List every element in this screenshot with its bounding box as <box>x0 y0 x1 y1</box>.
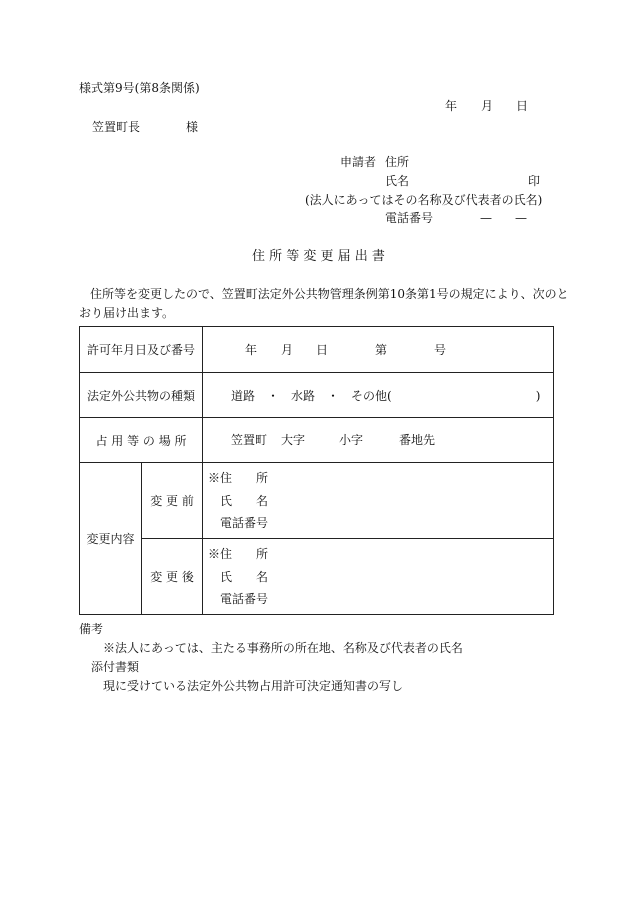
phone-dash-1: — <box>480 211 492 225</box>
location-label: 占 用 等 の 場 所 <box>80 418 203 463</box>
permit-label: 許可年月日及び番号 <box>80 327 203 373</box>
permit-day: 日 <box>316 342 329 357</box>
applicant-label: 申請者 <box>340 155 377 169</box>
location-row <box>80 418 554 463</box>
location-koaza: 小字 <box>339 432 364 447</box>
body-line-1: 住所等を変更したので、笠置町法定外公共物管理条例第10条第1号の規定により、次のと <box>90 287 569 301</box>
change-label: 変更内容 <box>80 463 142 615</box>
change-after-label: 変 更 後 <box>142 539 203 615</box>
type-row <box>80 373 554 418</box>
location-town: 笠置町 <box>231 432 268 447</box>
addressee-honorific: 様 <box>186 120 199 134</box>
change-after-row <box>80 539 554 615</box>
date-day: 日 <box>516 99 529 113</box>
before-name-label: 氏 名 <box>220 494 269 508</box>
notes-label: 備考 <box>79 622 104 636</box>
seal-mark: 印 <box>528 174 541 188</box>
location-value-cell <box>203 418 554 463</box>
applicant-name-label: 氏名 <box>385 174 410 188</box>
after-address-label: ※住 所 <box>208 547 269 561</box>
location-banchi: 番地先 <box>399 432 436 447</box>
corporate-note: (法人にあってはその名称及び代表者の氏名) <box>305 193 543 207</box>
date-year: 年 <box>445 99 458 113</box>
type-value: 道路 ・ 水路 ・ その他( ) <box>203 373 554 418</box>
body-line-2: おり届け出ます。 <box>79 306 175 320</box>
date-month: 月 <box>481 99 494 113</box>
form-number: 様式第9号(第8条関係) <box>79 81 200 95</box>
addressee-name: 笠置町長 <box>92 120 141 134</box>
document-title: 住 所 等 変 更 届 出 書 <box>252 249 385 264</box>
permit-no-prefix: 第 <box>375 342 388 357</box>
applicant-phone-label: 電話番号 <box>385 211 434 225</box>
change-before-row <box>80 463 554 539</box>
attachments-item-1: 現に受けている法定外公共物占用許可決定通知書の写し <box>103 679 404 693</box>
permit-month: 月 <box>281 342 294 357</box>
permit-no-suffix: 号 <box>434 342 447 357</box>
after-name-label: 氏 名 <box>220 570 269 584</box>
type-label: 法定外公共物の種類 <box>80 373 203 418</box>
permit-value-cell <box>203 327 554 373</box>
permit-year: 年 <box>245 342 258 357</box>
after-phone-label: 電話番号 <box>220 592 269 606</box>
before-phone-label: 電話番号 <box>220 516 269 530</box>
change-before-label: 変 更 前 <box>142 463 203 539</box>
notes-item-1: ※法人にあっては、主たる事務所の所在地、名称及び代表者の氏名 <box>103 641 463 655</box>
location-oaza: 大字 <box>281 432 306 447</box>
form-table <box>79 326 554 615</box>
before-address-label: ※住 所 <box>208 471 269 485</box>
change-before-cell <box>203 463 554 539</box>
phone-dash-2: — <box>515 211 527 225</box>
change-after-cell <box>203 539 554 615</box>
permit-row <box>80 327 554 373</box>
attachments-label: 添付書類 <box>91 660 140 674</box>
applicant-address-label: 住所 <box>385 155 410 169</box>
